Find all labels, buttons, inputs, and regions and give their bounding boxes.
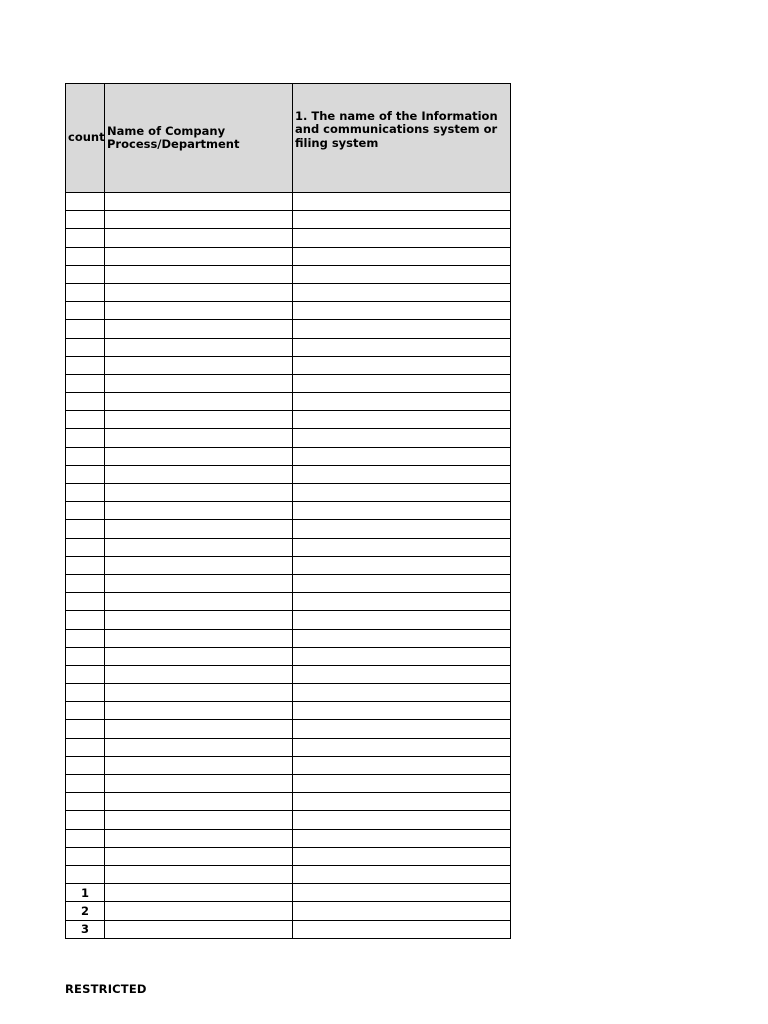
count-cell[interactable]	[66, 484, 105, 502]
count-cell[interactable]	[66, 393, 105, 411]
count-cell[interactable]	[66, 283, 105, 301]
count-cell[interactable]	[66, 611, 105, 629]
count-cell[interactable]	[66, 374, 105, 392]
count-cell[interactable]: 2	[66, 902, 105, 920]
company-process-cell[interactable]	[105, 702, 293, 720]
classification-label: RESTRICTED	[65, 982, 147, 996]
company-process-cell[interactable]	[105, 847, 293, 865]
company-process-cell[interactable]	[105, 229, 293, 247]
company-process-cell[interactable]	[105, 647, 293, 665]
table-row	[66, 593, 511, 611]
information-system-cell[interactable]	[293, 393, 511, 411]
count-cell[interactable]	[66, 865, 105, 883]
table-row	[66, 320, 511, 338]
company-process-cell[interactable]	[105, 502, 293, 520]
information-system-cell[interactable]	[293, 920, 511, 938]
table-row	[66, 847, 511, 865]
count-cell[interactable]	[66, 247, 105, 265]
company-process-cell[interactable]	[105, 829, 293, 847]
company-process-cell[interactable]	[105, 338, 293, 356]
table-row	[66, 502, 511, 520]
count-cell[interactable]	[66, 629, 105, 647]
company-process-cell[interactable]	[105, 902, 293, 920]
table-row	[66, 338, 511, 356]
table-row	[66, 865, 511, 883]
table-row	[66, 193, 511, 211]
table-row	[66, 611, 511, 629]
company-process-cell[interactable]	[105, 811, 293, 829]
company-process-cell[interactable]	[105, 520, 293, 538]
table-header	[66, 84, 511, 193]
table-row	[66, 665, 511, 683]
table-row	[66, 647, 511, 665]
information-system-cell[interactable]	[293, 665, 511, 683]
count-cell[interactable]	[66, 593, 105, 611]
information-system-cell[interactable]	[293, 647, 511, 665]
company-process-cell[interactable]	[105, 574, 293, 592]
company-process-cell[interactable]	[105, 411, 293, 429]
company-process-cell[interactable]	[105, 302, 293, 320]
company-process-cell[interactable]	[105, 429, 293, 447]
company-process-cell[interactable]	[105, 193, 293, 211]
table-row	[66, 793, 511, 811]
count-cell[interactable]	[66, 447, 105, 465]
header-count: count	[66, 84, 105, 193]
information-system-cell[interactable]	[293, 465, 511, 483]
information-system-cell[interactable]	[293, 484, 511, 502]
information-system-cell[interactable]	[293, 738, 511, 756]
table-row	[66, 374, 511, 392]
table-row	[66, 283, 511, 301]
company-process-cell[interactable]	[105, 593, 293, 611]
table-row	[66, 684, 511, 702]
table-row	[66, 247, 511, 265]
company-process-cell[interactable]	[105, 465, 293, 483]
table-row	[66, 775, 511, 793]
table-row	[66, 229, 511, 247]
count-cell[interactable]	[66, 520, 105, 538]
count-cell[interactable]	[66, 829, 105, 847]
count-cell[interactable]	[66, 411, 105, 429]
company-process-cell[interactable]	[105, 665, 293, 683]
information-system-cell[interactable]	[293, 702, 511, 720]
table-row	[66, 538, 511, 556]
information-system-cell[interactable]	[293, 847, 511, 865]
information-system-cell[interactable]	[293, 302, 511, 320]
information-system-cell[interactable]	[293, 447, 511, 465]
company-process-cell[interactable]	[105, 720, 293, 738]
information-system-cell[interactable]	[293, 884, 511, 902]
information-system-cell[interactable]	[293, 265, 511, 283]
company-process-cell[interactable]	[105, 684, 293, 702]
company-process-cell[interactable]	[105, 374, 293, 392]
information-system-cell[interactable]	[293, 502, 511, 520]
information-system-cell[interactable]	[293, 902, 511, 920]
information-system-cell[interactable]	[293, 338, 511, 356]
table-row	[66, 265, 511, 283]
table-row	[66, 356, 511, 374]
header-row	[66, 84, 511, 193]
information-system-cell[interactable]	[293, 320, 511, 338]
information-system-cell[interactable]	[293, 356, 511, 374]
count-cell[interactable]	[66, 502, 105, 520]
information-system-cell[interactable]	[293, 593, 511, 611]
company-process-cell[interactable]	[105, 211, 293, 229]
table-row	[66, 484, 511, 502]
company-process-cell[interactable]	[105, 283, 293, 301]
count-cell[interactable]	[66, 356, 105, 374]
information-system-cell[interactable]	[293, 411, 511, 429]
count-cell[interactable]	[66, 756, 105, 774]
count-cell[interactable]	[66, 702, 105, 720]
table-row	[66, 902, 511, 920]
company-process-cell[interactable]	[105, 629, 293, 647]
count-cell[interactable]	[66, 556, 105, 574]
count-cell[interactable]	[66, 429, 105, 447]
company-process-cell[interactable]	[105, 738, 293, 756]
information-system-cell[interactable]	[293, 229, 511, 247]
company-process-cell[interactable]	[105, 247, 293, 265]
count-cell[interactable]	[66, 684, 105, 702]
table-row	[66, 465, 511, 483]
count-cell[interactable]	[66, 574, 105, 592]
information-system-cell[interactable]	[293, 429, 511, 447]
information-system-cell[interactable]	[293, 756, 511, 774]
information-system-cell[interactable]	[293, 829, 511, 847]
table-row	[66, 556, 511, 574]
company-process-cell[interactable]	[105, 356, 293, 374]
company-process-cell[interactable]	[105, 320, 293, 338]
table-row	[66, 884, 511, 902]
company-process-cell[interactable]	[105, 265, 293, 283]
information-system-cell[interactable]	[293, 247, 511, 265]
count-cell[interactable]	[66, 320, 105, 338]
count-cell[interactable]	[66, 665, 105, 683]
table-row	[66, 720, 511, 738]
information-system-cell[interactable]	[293, 811, 511, 829]
information-system-cell[interactable]	[293, 775, 511, 793]
table-row	[66, 429, 511, 447]
count-cell[interactable]	[66, 229, 105, 247]
table-row	[66, 738, 511, 756]
count-cell[interactable]	[66, 211, 105, 229]
table-row	[66, 811, 511, 829]
table-row	[66, 829, 511, 847]
data-table	[65, 83, 511, 939]
company-process-cell[interactable]	[105, 775, 293, 793]
information-system-cell[interactable]	[293, 520, 511, 538]
table-row	[66, 574, 511, 592]
company-process-cell[interactable]	[105, 538, 293, 556]
company-process-cell[interactable]	[105, 611, 293, 629]
count-cell[interactable]	[66, 302, 105, 320]
information-system-cell[interactable]	[293, 574, 511, 592]
count-cell[interactable]	[66, 265, 105, 283]
information-system-cell[interactable]	[293, 793, 511, 811]
company-process-cell[interactable]	[105, 556, 293, 574]
table-row	[66, 702, 511, 720]
information-system-cell[interactable]	[293, 865, 511, 883]
information-system-cell[interactable]	[293, 283, 511, 301]
count-cell[interactable]	[66, 720, 105, 738]
information-system-cell[interactable]	[293, 193, 511, 211]
company-process-cell[interactable]	[105, 884, 293, 902]
information-system-cell[interactable]	[293, 374, 511, 392]
table-row	[66, 756, 511, 774]
company-process-cell[interactable]	[105, 793, 293, 811]
count-cell[interactable]	[66, 338, 105, 356]
count-cell[interactable]: 1	[66, 884, 105, 902]
header-information-system-text: 1. The name of the Information and communications system or filing system	[295, 108, 498, 150]
information-system-cell[interactable]	[293, 556, 511, 574]
company-process-cell[interactable]	[105, 447, 293, 465]
table-row	[66, 211, 511, 229]
count-cell[interactable]	[66, 793, 105, 811]
information-system-cell[interactable]	[293, 684, 511, 702]
table-row	[66, 302, 511, 320]
table-row	[66, 520, 511, 538]
count-cell[interactable]	[66, 647, 105, 665]
table-row	[66, 393, 511, 411]
company-process-cell[interactable]	[105, 484, 293, 502]
table-row	[66, 629, 511, 647]
count-cell[interactable]	[66, 775, 105, 793]
information-system-cell[interactable]	[293, 611, 511, 629]
count-cell[interactable]	[66, 847, 105, 865]
table-row	[66, 447, 511, 465]
table-body	[66, 193, 511, 939]
count-cell[interactable]	[66, 738, 105, 756]
count-cell[interactable]	[66, 811, 105, 829]
company-process-cell[interactable]	[105, 920, 293, 938]
table-row	[66, 920, 511, 938]
count-cell[interactable]	[66, 193, 105, 211]
table-row	[66, 411, 511, 429]
company-process-cell[interactable]	[105, 865, 293, 883]
count-cell[interactable]	[66, 538, 105, 556]
header-information-system	[293, 84, 511, 193]
information-system-cell[interactable]	[293, 629, 511, 647]
information-system-cell[interactable]	[293, 211, 511, 229]
company-process-cell[interactable]	[105, 756, 293, 774]
company-process-cell[interactable]	[105, 393, 293, 411]
header-company-process: Name of Company Process/Department	[105, 84, 293, 193]
count-cell[interactable]: 3	[66, 920, 105, 938]
count-cell[interactable]	[66, 465, 105, 483]
information-system-cell[interactable]	[293, 538, 511, 556]
information-system-cell[interactable]	[293, 720, 511, 738]
